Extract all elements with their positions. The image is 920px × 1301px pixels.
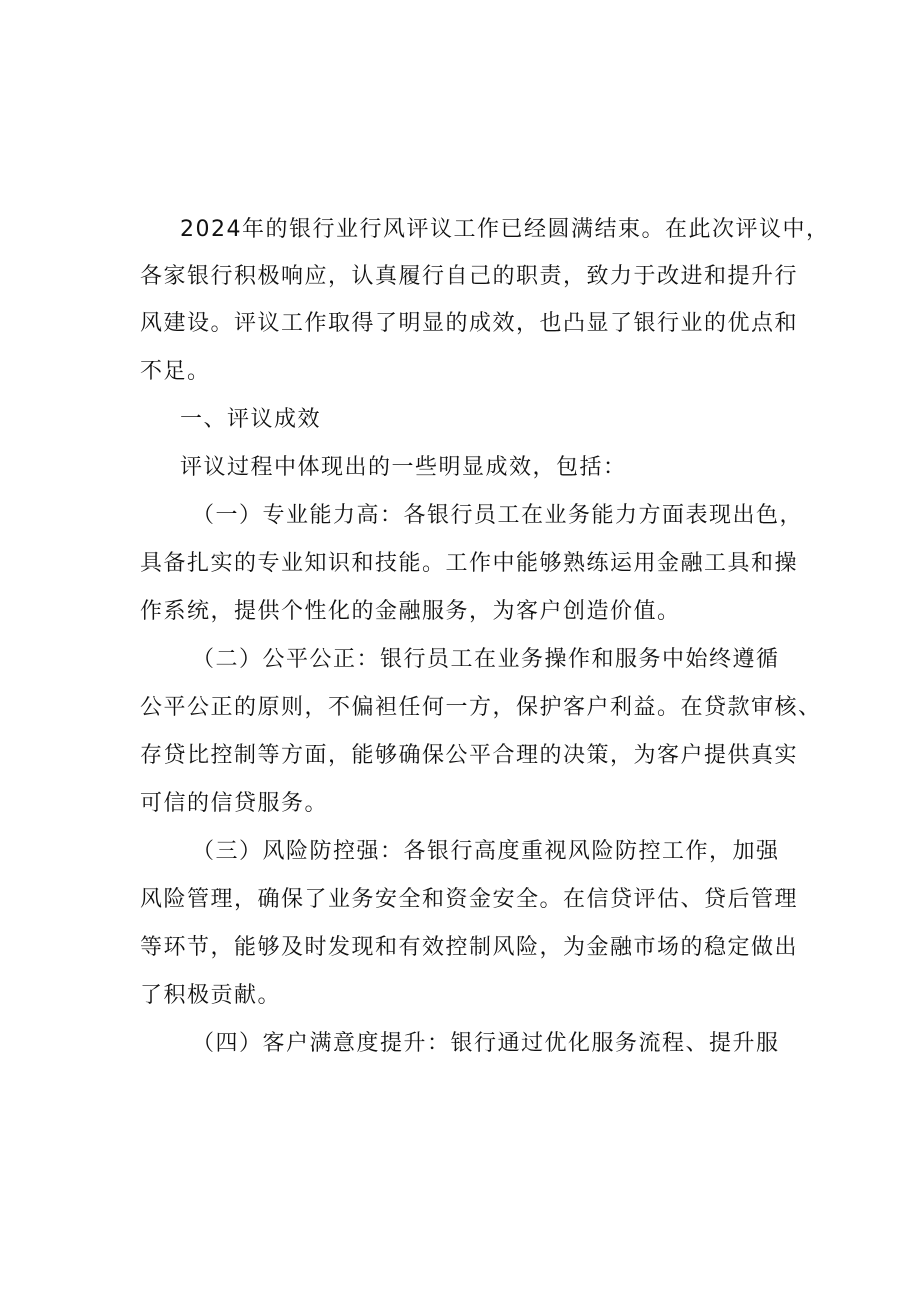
- list-item-line: （一）专业能力高：各银行员工在业务能力方面表现出色，: [192, 503, 804, 528]
- text-line: 评议过程中体现出的一些明显成效，包括：: [180, 455, 627, 480]
- section-heading: 一、评议成效: [180, 407, 322, 432]
- list-item-line: （二）公平公正：银行员工在业务操作和服务中始终遵循: [192, 647, 780, 672]
- list-item-line: 存贷比控制等方面，能够确保公平合理的决策，为客户提供真实: [140, 743, 799, 768]
- list-item-line: （四）客户满意度提升：银行通过优化服务流程、提升服: [192, 1031, 780, 1056]
- list-item-line: 等环节，能够及时发现和有效控制风险，为金融市场的稳定做出: [140, 935, 799, 960]
- text-line: 各家银行积极响应，认真履行自己的职责，致力于改进和提升行: [140, 264, 799, 289]
- list-item-line: 作系统，提供个性化的金融服务，为客户创造价值。: [140, 599, 681, 624]
- list-item-line: 具备扎实的专业知识和技能。工作中能够熟练运用金融工具和操: [140, 551, 799, 576]
- text-line: 不足。: [140, 359, 211, 384]
- text-line: 风建设。评议工作取得了明显的成效，也凸显了银行业的优点和: [140, 311, 799, 336]
- list-item-line: （三）风险防控强：各银行高度重视风险防控工作，加强: [192, 839, 780, 864]
- list-item-line: 公平公正的原则，不偏袒任何一方，保护客户利益。在贷款审核、: [140, 695, 822, 720]
- list-item-line: 风险管理，确保了业务安全和资金安全。在信贷评估、贷后管理: [140, 887, 799, 912]
- list-item-line: 可信的信贷服务。: [140, 791, 329, 816]
- text-line: 2024年的银行业行风评议工作已经圆满结束。在此次评议中，: [180, 217, 830, 242]
- list-item-line: 了积极贡献。: [140, 983, 282, 1008]
